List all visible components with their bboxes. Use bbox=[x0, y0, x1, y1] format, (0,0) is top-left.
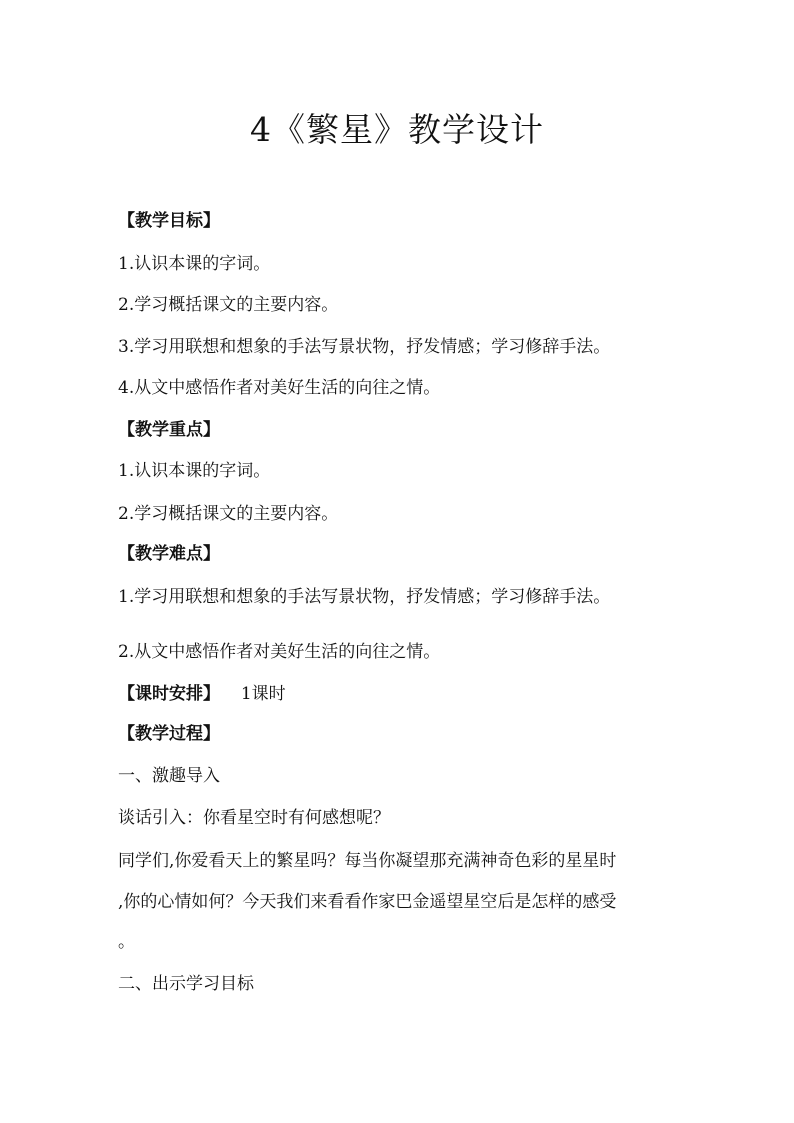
schedule-heading: 【课时安排】 bbox=[118, 684, 220, 704]
difficulty-item-2: 2.从文中感悟作者对美好生活的向往之情。 bbox=[118, 642, 441, 662]
objectives-heading: 【教学目标】 bbox=[118, 211, 220, 231]
objective-item-2: 2.学习概括课文的主要内容。 bbox=[118, 295, 339, 315]
section1-prompt: 谈话引入：你看星空时有何感想呢？ bbox=[118, 808, 390, 828]
difficulty-item-1: 1.学习用联想和想象的手法写景状物，抒发情感；学习修辞手法。 bbox=[118, 587, 611, 607]
objective-item-1: 1.认识本课的字词。 bbox=[118, 254, 271, 274]
section1-title: 一、激趣导入 bbox=[118, 766, 220, 786]
document-title: 4《繁星》教学设计 bbox=[250, 110, 544, 149]
section1-paragraph-line-2: ,你的心情如何？今天我们来看看作家巴金遥望星空后是怎样的感受 bbox=[118, 892, 617, 912]
key-point-item-2: 2.学习概括课文的主要内容。 bbox=[118, 504, 339, 524]
schedule-value: 1课时 bbox=[240, 684, 286, 704]
section1-paragraph-line-1: 同学们,你爱看天上的繁星吗？每当你凝望那充满神奇色彩的星星时 bbox=[118, 851, 617, 871]
difficulties-heading: 【教学难点】 bbox=[118, 544, 220, 564]
objective-item-3: 3.学习用联想和想象的手法写景状物，抒发情感；学习修辞手法。 bbox=[118, 337, 611, 357]
process-heading: 【教学过程】 bbox=[118, 724, 220, 744]
key-points-heading: 【教学重点】 bbox=[118, 420, 220, 440]
objective-item-4: 4.从文中感悟作者对美好生活的向往之情。 bbox=[118, 378, 441, 398]
section2-title: 二、出示学习目标 bbox=[118, 974, 254, 994]
key-point-item-1: 1.认识本课的字词。 bbox=[118, 461, 271, 481]
section1-paragraph-line-3: 。 bbox=[118, 932, 135, 952]
schedule-line bbox=[118, 682, 286, 706]
